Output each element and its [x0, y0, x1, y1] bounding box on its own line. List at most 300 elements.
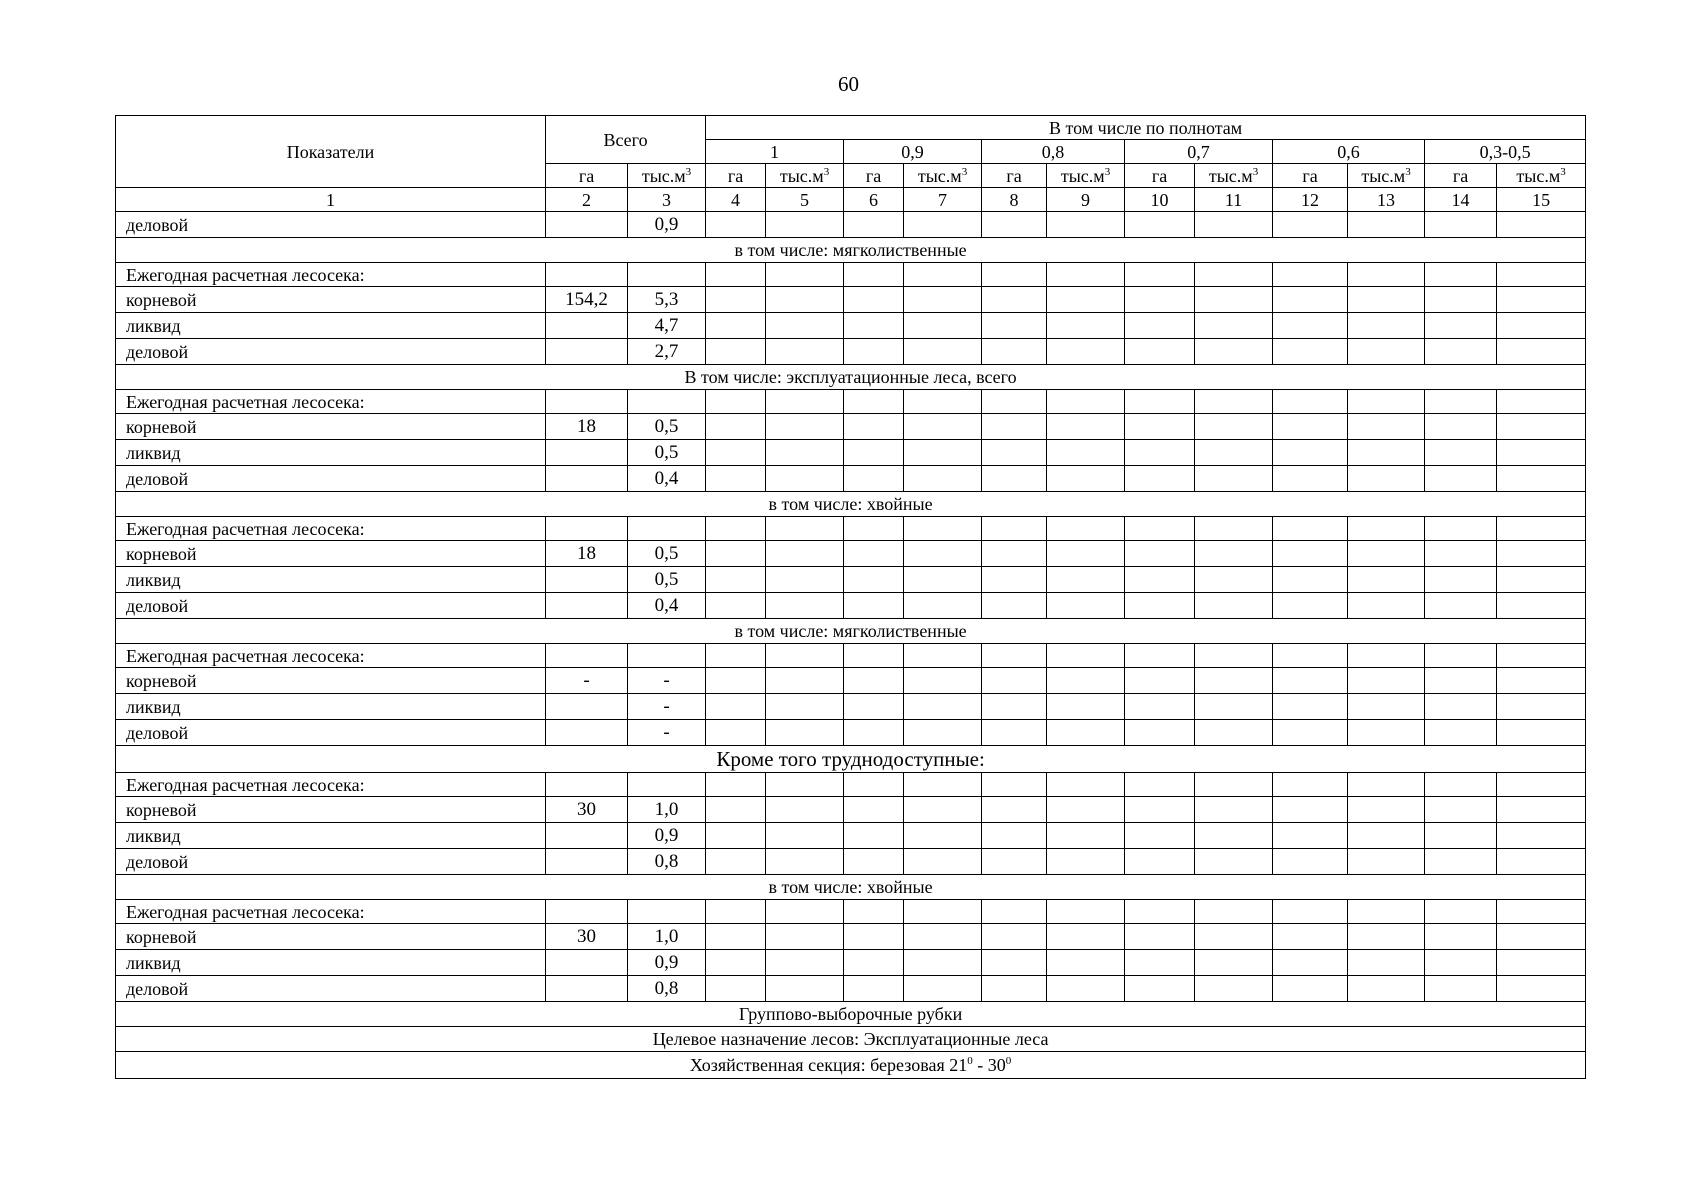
table-row [116, 644, 1586, 668]
density-cell [1047, 950, 1125, 976]
density-cell [982, 313, 1047, 339]
total-volume: 1,0 [628, 924, 706, 950]
column-number: 12 [1273, 188, 1348, 212]
density-cell [1195, 720, 1273, 746]
total-ha [546, 900, 628, 924]
total-ha: 18 [546, 541, 628, 567]
total-volume [628, 517, 706, 541]
density-cell [706, 263, 766, 287]
section-row [116, 365, 1586, 390]
density-cell [1348, 440, 1425, 466]
density-cell [1497, 950, 1586, 976]
density-cell [1497, 466, 1586, 492]
table-row [116, 593, 1586, 619]
section-title: Кроме того труднодоступные: [116, 746, 1586, 773]
density-cell [904, 694, 982, 720]
density-cell [1125, 976, 1195, 1002]
density-cell [706, 849, 766, 875]
section-title: в том числе: мягколиственные [116, 619, 1586, 644]
density-cell [904, 823, 982, 849]
density-cell [1273, 313, 1348, 339]
density-cell [982, 900, 1047, 924]
density-cell [766, 466, 844, 492]
row-label: Ежегодная расчетная лесосека: [116, 390, 546, 414]
density-cell [766, 823, 844, 849]
row-label: ликвид [116, 567, 546, 593]
density-cell [706, 517, 766, 541]
density-cell [1425, 517, 1497, 541]
unit-volume: $тыс.м^3$ [1047, 164, 1125, 188]
density-cell [766, 593, 844, 619]
total-ha [546, 950, 628, 976]
density-cell [706, 644, 766, 668]
density-cell [706, 339, 766, 365]
density-cell [982, 694, 1047, 720]
density-cell [844, 593, 904, 619]
density-cell [904, 668, 982, 694]
table-row [116, 668, 1586, 694]
section-title: в том числе: хвойные [116, 492, 1586, 517]
density-header: 0,9 [844, 140, 982, 164]
density-cell [1273, 541, 1348, 567]
density-cell [844, 390, 904, 414]
unit-volume: $тыс.м^3$ [1348, 164, 1425, 188]
density-cell [766, 414, 844, 440]
density-cell [904, 440, 982, 466]
density-cell [1497, 541, 1586, 567]
density-cell [982, 390, 1047, 414]
column-number: 1 [116, 188, 546, 212]
density-cell [1047, 924, 1125, 950]
density-cell [1125, 541, 1195, 567]
density-cell [1195, 924, 1273, 950]
density-cell [844, 950, 904, 976]
density-cell [844, 212, 904, 238]
table-row [116, 773, 1586, 797]
total-volume: 0,8 [628, 849, 706, 875]
density-cell [1273, 644, 1348, 668]
section-row [116, 746, 1586, 773]
density-cell [766, 924, 844, 950]
row-label: деловой [116, 466, 546, 492]
density-cell [706, 668, 766, 694]
density-cell [844, 644, 904, 668]
density-cell [1348, 339, 1425, 365]
density-cell [706, 694, 766, 720]
density-cell [844, 263, 904, 287]
header-by-density: В том числе по полнотам [706, 116, 1586, 140]
density-cell [982, 541, 1047, 567]
density-cell [1348, 414, 1425, 440]
density-cell [766, 567, 844, 593]
density-cell [706, 390, 766, 414]
density-cell [1047, 773, 1125, 797]
density-cell [982, 797, 1047, 823]
total-ha [546, 390, 628, 414]
row-label: Ежегодная расчетная лесосека: [116, 517, 546, 541]
density-cell [1348, 593, 1425, 619]
density-cell [1273, 390, 1348, 414]
density-cell [844, 466, 904, 492]
total-volume [628, 390, 706, 414]
unit-volume-sup: 3 [1560, 165, 1566, 178]
density-cell [1348, 976, 1425, 1002]
section-row [116, 1002, 1586, 1027]
density-cell [1348, 849, 1425, 875]
row-label: деловой [116, 849, 546, 875]
density-cell [1425, 390, 1497, 414]
density-cell [1125, 900, 1195, 924]
density-cell [982, 339, 1047, 365]
column-number: 14 [1425, 188, 1497, 212]
total-ha: 154,2 [546, 287, 628, 313]
density-cell [706, 440, 766, 466]
density-cell [982, 440, 1047, 466]
total-volume [628, 900, 706, 924]
density-cell [766, 390, 844, 414]
total-ha [546, 823, 628, 849]
density-cell [1195, 339, 1273, 365]
unit-volume-sup: 3 [1252, 165, 1259, 178]
density-cell [1425, 593, 1497, 619]
density-cell [1497, 849, 1586, 875]
table-row [116, 313, 1586, 339]
row-label: деловой [116, 593, 546, 619]
unit-volume: $тыс.м^3$ [628, 164, 706, 188]
density-cell [1425, 212, 1497, 238]
density-cell [844, 720, 904, 746]
density-cell [1195, 313, 1273, 339]
unit-ha: га [546, 164, 628, 188]
table-row [116, 212, 1586, 238]
density-cell [1497, 720, 1586, 746]
density-cell [904, 567, 982, 593]
total-volume: 5,3 [628, 287, 706, 313]
density-cell [706, 823, 766, 849]
density-cell [706, 976, 766, 1002]
density-cell [706, 541, 766, 567]
total-volume: 0,5 [628, 414, 706, 440]
density-cell [904, 313, 982, 339]
density-cell [1047, 797, 1125, 823]
density-cell [1125, 212, 1195, 238]
density-cell [1425, 694, 1497, 720]
density-cell [766, 849, 844, 875]
total-volume: 0,9 [628, 950, 706, 976]
density-cell [1125, 773, 1195, 797]
density-cell [1195, 823, 1273, 849]
density-cell [1273, 567, 1348, 593]
density-cell [844, 773, 904, 797]
column-number: 9 [1047, 188, 1125, 212]
density-cell [706, 466, 766, 492]
density-cell [766, 694, 844, 720]
column-number: 8 [982, 188, 1047, 212]
total-volume: 0,9 [628, 823, 706, 849]
density-cell [982, 287, 1047, 313]
row-label: ликвид [116, 313, 546, 339]
column-number: 13 [1348, 188, 1425, 212]
density-cell [904, 950, 982, 976]
unit-volume: $тыс.м^3$ [1195, 164, 1273, 188]
density-cell [1047, 287, 1125, 313]
unit-volume-sup: 3 [823, 165, 830, 178]
density-cell [844, 823, 904, 849]
table-row [116, 339, 1586, 365]
column-number: 15 [1497, 188, 1586, 212]
density-cell [1497, 924, 1586, 950]
column-number: 6 [844, 188, 904, 212]
density-cell [1497, 823, 1586, 849]
column-number: 2 [546, 188, 628, 212]
header-indicators: Показатели [116, 116, 546, 188]
density-cell [1425, 466, 1497, 492]
density-header: 0,7 [1125, 140, 1273, 164]
total-ha [546, 263, 628, 287]
total-ha [546, 517, 628, 541]
density-cell [844, 694, 904, 720]
row-label: Ежегодная расчетная лесосека: [116, 644, 546, 668]
table-row [116, 849, 1586, 875]
total-ha [546, 976, 628, 1002]
total-volume [628, 773, 706, 797]
density-cell [844, 339, 904, 365]
density-cell [904, 976, 982, 1002]
density-cell [1497, 517, 1586, 541]
density-cell [1348, 644, 1425, 668]
total-volume: 4,7 [628, 313, 706, 339]
total-volume: - [628, 720, 706, 746]
total-ha [546, 773, 628, 797]
density-cell [844, 849, 904, 875]
density-cell [1047, 849, 1125, 875]
unit-ha: га [844, 164, 904, 188]
total-ha: 30 [546, 924, 628, 950]
total-ha [546, 720, 628, 746]
density-cell [904, 849, 982, 875]
header-total: Всего [546, 116, 706, 164]
density-cell [1273, 263, 1348, 287]
density-cell [1348, 823, 1425, 849]
density-header: 0,3-0,5 [1425, 140, 1586, 164]
density-cell [1348, 263, 1425, 287]
density-cell [904, 541, 982, 567]
density-cell [1425, 773, 1497, 797]
section-title: Группово-выборочные рубки [116, 1002, 1586, 1027]
unit-ha: га [1125, 164, 1195, 188]
row-label: Ежегодная расчетная лесосека: [116, 263, 546, 287]
density-cell [1195, 466, 1273, 492]
density-cell [844, 567, 904, 593]
table-row [116, 924, 1586, 950]
density-cell [1047, 440, 1125, 466]
density-cell [982, 668, 1047, 694]
density-cell [706, 720, 766, 746]
density-cell [1497, 263, 1586, 287]
density-cell [1047, 823, 1125, 849]
density-cell [1348, 466, 1425, 492]
density-cell [706, 773, 766, 797]
row-label: деловой [116, 976, 546, 1002]
density-cell [904, 593, 982, 619]
density-cell [1497, 773, 1586, 797]
column-number: 4 [706, 188, 766, 212]
total-volume: 0,5 [628, 567, 706, 593]
total-volume: 0,4 [628, 466, 706, 492]
table-row [116, 390, 1586, 414]
density-cell [982, 593, 1047, 619]
density-cell [706, 924, 766, 950]
total-volume: - [628, 694, 706, 720]
density-cell [1425, 900, 1497, 924]
density-cell [1125, 694, 1195, 720]
density-cell [1273, 339, 1348, 365]
density-cell [1047, 517, 1125, 541]
total-ha: 30 [546, 797, 628, 823]
density-cell [1195, 773, 1273, 797]
total-ha: - [546, 668, 628, 694]
density-cell [1348, 773, 1425, 797]
table-row [116, 823, 1586, 849]
density-cell [1125, 567, 1195, 593]
density-cell [1348, 567, 1425, 593]
density-cell [982, 823, 1047, 849]
density-cell [982, 924, 1047, 950]
row-label: корневой [116, 797, 546, 823]
density-cell [844, 440, 904, 466]
density-cell [1195, 694, 1273, 720]
density-cell [1125, 644, 1195, 668]
density-cell [1425, 440, 1497, 466]
row-label: корневой [116, 924, 546, 950]
density-cell [706, 950, 766, 976]
density-cell [844, 668, 904, 694]
density-cell [766, 797, 844, 823]
row-label: корневой [116, 287, 546, 313]
density-cell [1195, 390, 1273, 414]
density-cell [1047, 414, 1125, 440]
density-cell [904, 797, 982, 823]
density-header: 0,8 [982, 140, 1125, 164]
density-cell [1425, 797, 1497, 823]
density-cell [1425, 339, 1497, 365]
row-label: деловой [116, 720, 546, 746]
density-cell [706, 313, 766, 339]
density-cell [904, 720, 982, 746]
density-cell [706, 900, 766, 924]
unit-ha: га [1425, 164, 1497, 188]
density-cell [1425, 263, 1497, 287]
density-cell [1125, 720, 1195, 746]
density-cell [844, 976, 904, 1002]
density-cell [1195, 668, 1273, 694]
table-row [116, 287, 1586, 313]
density-cell [1047, 976, 1125, 1002]
density-cell [1425, 950, 1497, 976]
density-cell [1047, 313, 1125, 339]
density-cell [1273, 593, 1348, 619]
density-cell [1497, 414, 1586, 440]
table-row [116, 797, 1586, 823]
density-header: 0,6 [1273, 140, 1425, 164]
density-cell [1047, 390, 1125, 414]
density-cell [706, 797, 766, 823]
total-volume: 0,5 [628, 541, 706, 567]
density-cell [1047, 668, 1125, 694]
density-cell [1497, 644, 1586, 668]
section-title: в том числе: хвойные [116, 875, 1586, 900]
density-cell [1497, 668, 1586, 694]
density-cell [1047, 900, 1125, 924]
density-cell [1348, 517, 1425, 541]
density-cell [904, 517, 982, 541]
total-ha [546, 440, 628, 466]
unit-ha: га [706, 164, 766, 188]
density-cell [982, 950, 1047, 976]
total-volume: 1,0 [628, 797, 706, 823]
density-cell [1425, 823, 1497, 849]
total-volume: 0,9 [628, 212, 706, 238]
density-cell [766, 287, 844, 313]
column-number: 5 [766, 188, 844, 212]
page-number: 60 [838, 72, 859, 96]
density-cell [1497, 440, 1586, 466]
density-cell [1047, 567, 1125, 593]
density-cell [1125, 823, 1195, 849]
table-row [116, 541, 1586, 567]
density-cell [1047, 263, 1125, 287]
density-cell [1125, 849, 1195, 875]
total-ha [546, 694, 628, 720]
density-cell [706, 287, 766, 313]
density-cell [766, 263, 844, 287]
density-cell [766, 339, 844, 365]
row-label: корневой [116, 541, 546, 567]
density-cell [1125, 517, 1195, 541]
density-cell [1497, 212, 1586, 238]
density-cell [904, 466, 982, 492]
density-cell [1348, 541, 1425, 567]
density-cell [1273, 720, 1348, 746]
density-cell [766, 541, 844, 567]
density-cell [1497, 287, 1586, 313]
density-cell [844, 797, 904, 823]
section-title: Хозяйственная секция: березовая $21^0 - 30^0$ [116, 1052, 1586, 1079]
density-cell [1125, 414, 1195, 440]
density-cell [904, 287, 982, 313]
density-cell [1425, 414, 1497, 440]
density-cell [1273, 900, 1348, 924]
density-cell [1047, 593, 1125, 619]
density-cell [1497, 694, 1586, 720]
density-cell [904, 339, 982, 365]
density-cell [1425, 849, 1497, 875]
total-ha [546, 644, 628, 668]
density-cell [844, 541, 904, 567]
density-cell [1195, 950, 1273, 976]
section-row [116, 619, 1586, 644]
density-cell [1047, 720, 1125, 746]
density-cell [1125, 466, 1195, 492]
density-cell [1273, 976, 1348, 1002]
density-cell [844, 900, 904, 924]
density-cell [1348, 287, 1425, 313]
density-cell [1425, 541, 1497, 567]
density-cell [766, 440, 844, 466]
density-cell [982, 466, 1047, 492]
density-cell [706, 567, 766, 593]
density-cell [1273, 440, 1348, 466]
